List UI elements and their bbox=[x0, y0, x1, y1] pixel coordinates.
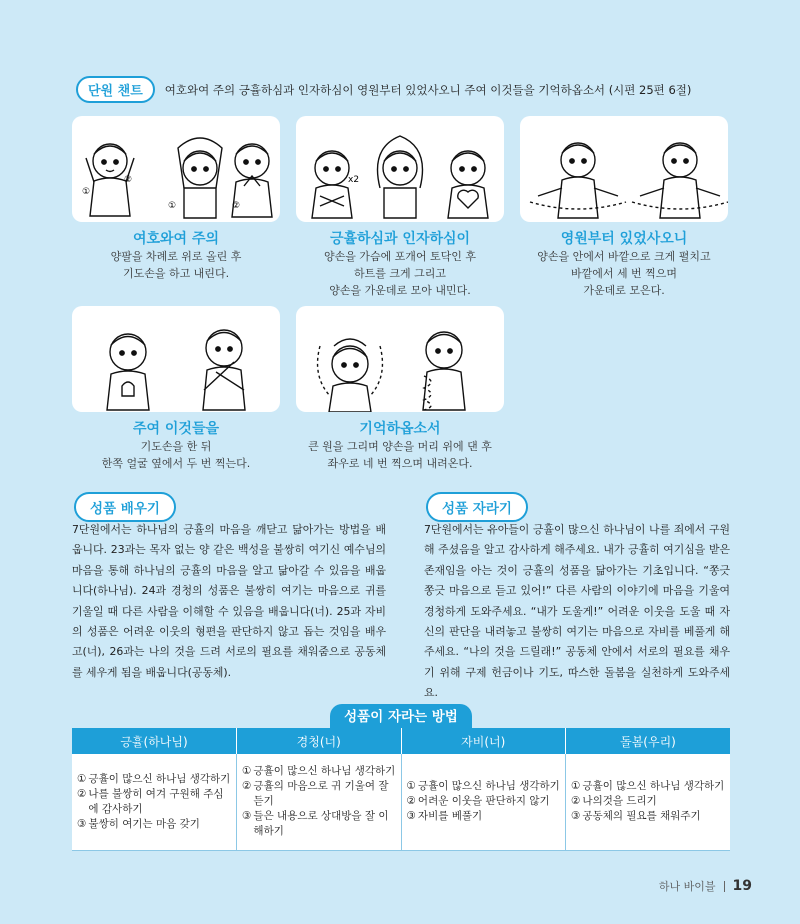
item-text: 긍휼이 많으신 하나님 생각하기 bbox=[417, 780, 560, 793]
grow-section-label: 성품 자라기 bbox=[426, 492, 528, 522]
gesture-image-4 bbox=[72, 306, 280, 412]
item-number: ③ bbox=[571, 810, 581, 823]
item-number: ② bbox=[77, 787, 87, 800]
gesture-line: 한쪽 얼굴 옆에서 두 번 찍는다. bbox=[101, 457, 251, 470]
gesture-line: 양손을 안에서 바깥으로 크게 펼치고 bbox=[537, 250, 711, 263]
item-text: 긍휼이 많으신 하나님 생각하기 bbox=[582, 780, 725, 793]
step-mark-1b: ① bbox=[168, 201, 177, 211]
method-cell-care bbox=[566, 754, 731, 850]
gesture-image-5 bbox=[296, 306, 504, 412]
step-mark-2: ② bbox=[124, 175, 133, 185]
method-item bbox=[571, 779, 725, 794]
gesture-caption-5 bbox=[296, 420, 504, 472]
item-text: 공동체의 필요를 채워주기 bbox=[582, 810, 701, 823]
item-text: 나의것을 드리기 bbox=[582, 795, 657, 808]
method-header-row bbox=[72, 728, 730, 754]
grow-paragraph: 7단원에서는 유아들이 긍휼이 많으신 하나님이 나를 죄에서 구원해 주셨음을 알고 감사하게 해주세요. 내가 긍휼히 여기심을 받은 존재임을 아는 것이 긍휼의 성품을 닮아가는 기초입니다. “쫑긋쫑긋 마음으로 듣고 있어!” 다른 사람의 이야기에 마음을 기울여 경청하게 도와주세요. “내가 도울게!” 어려운 이웃을 도울 때 자신의 판단을 내려놓고 불쌍히 여기는 마음으로 자비를 베풀게 해주세요. “나의 것을 드릴래!” 공동체 안에서 서로의 필요를 채우기 위해 구제 헌금이나 기도, 따스한 돌봄을 실천하게 도와주세요. bbox=[424, 523, 730, 700]
method-header-cell: 자비(너) bbox=[401, 728, 566, 754]
method-cell-listening bbox=[237, 754, 402, 850]
method-header-cell: 돌봄(우리) bbox=[566, 728, 731, 754]
gesture-line: 하트를 크게 그리고 bbox=[353, 267, 446, 280]
gesture-title-1: 여호와여 주의 bbox=[132, 231, 220, 247]
chant-row bbox=[76, 76, 691, 103]
gesture-line: 양손을 가슴에 포개어 토닥인 후 bbox=[323, 250, 477, 263]
method-item bbox=[407, 794, 561, 809]
method-item bbox=[407, 779, 561, 794]
method-cell-mercy bbox=[401, 754, 566, 850]
method-cell-compassion bbox=[72, 754, 237, 850]
gesture-line: 양팔을 차례로 위로 올린 후 bbox=[110, 250, 242, 263]
method-item bbox=[571, 809, 725, 824]
gesture-line: 좌우로 네 번 찍으며 내려온다. bbox=[327, 457, 473, 470]
method-item bbox=[571, 794, 725, 809]
item-number: ③ bbox=[406, 810, 416, 823]
item-text: 긍휼이 많으신 하나님 생각하기 bbox=[88, 772, 231, 785]
item-number: ① bbox=[406, 780, 416, 793]
gesture-title-3: 영원부터 있었사오니 bbox=[560, 231, 688, 247]
step-mark-2b: ② bbox=[232, 201, 241, 211]
gesture-illustration-5 bbox=[296, 306, 504, 412]
gesture-image-1 bbox=[72, 116, 280, 222]
method-item bbox=[77, 787, 231, 817]
gesture-illustration-1 bbox=[72, 116, 280, 222]
gesture-line: 큰 원을 그리며 양손을 머리 위에 댄 후 bbox=[308, 440, 492, 453]
method-body-row bbox=[72, 754, 730, 850]
gesture-illustration-3 bbox=[520, 116, 728, 222]
item-number: ① bbox=[571, 780, 581, 793]
gesture-title-2: 긍휼하심과 인자하심이 bbox=[329, 231, 471, 247]
gesture-caption-4 bbox=[72, 420, 280, 472]
gesture-line: 기도손을 한 뒤 bbox=[140, 440, 212, 453]
item-text: 나를 불쌍히 여겨 구원해 주심에 감사하기 bbox=[88, 787, 224, 815]
gesture-illustration-4 bbox=[72, 306, 280, 412]
method-item bbox=[407, 809, 561, 824]
gesture-image-2 bbox=[296, 116, 504, 222]
gesture-caption-2 bbox=[296, 230, 504, 299]
method-item bbox=[77, 817, 231, 832]
page-number: 19 bbox=[732, 878, 752, 894]
method-item bbox=[242, 764, 396, 779]
gesture-line: 양손을 가운데로 모아 내민다. bbox=[329, 284, 471, 297]
step-mark-1: ① bbox=[82, 187, 91, 197]
item-text: 자비를 베풀기 bbox=[417, 810, 483, 823]
item-text: 불쌍히 여기는 마음 갖기 bbox=[88, 817, 200, 830]
item-number: ③ bbox=[242, 810, 252, 823]
gesture-line: 기도손을 하고 내린다. bbox=[122, 267, 230, 280]
method-table bbox=[72, 728, 730, 851]
gesture-line: 바깥에서 세 번 찍으며 bbox=[570, 267, 678, 280]
learn-paragraph: 7단원에서는 하나님의 긍휼의 마음을 깨닫고 닮아가는 방법을 배웁니다. 23과는 목자 없는 양 같은 백성을 불쌍히 여기신 예수님의 마음을 통해 하나님의 긍휼의 마음을 알고 닮아갈 수 있음을 배웁니다(하나님). 24과 경청의 성품은 불쌍히 여기는 마음으로 귀를 기울일 때 다른 사람을 이해할 수 있음을 배웁니다(너). 25과 자비의 성품은 어려운 이웃의 형편을 판단하지 않고 돕는 것임을 배우고(너), 26과는 나의 것을 드려 서로의 필요를 채워줌으로 공동체를 세우게 됨을 배웁니다(공동체). bbox=[72, 523, 386, 679]
item-number: ③ bbox=[77, 817, 87, 830]
footer-divider bbox=[724, 881, 725, 892]
learn-section-label: 성품 배우기 bbox=[74, 492, 176, 522]
page-footer bbox=[659, 878, 752, 894]
method-item bbox=[242, 809, 396, 839]
item-number: ② bbox=[406, 795, 416, 808]
item-number: ① bbox=[242, 765, 252, 778]
method-item bbox=[242, 779, 396, 809]
chant-label: 단원 챈트 bbox=[76, 76, 155, 103]
gesture-illustration-2 bbox=[296, 116, 504, 222]
gesture-title-4: 주여 이것들을 bbox=[132, 421, 220, 437]
book-name: 하나 바이블 bbox=[658, 880, 716, 893]
gesture-line: 가운데로 모은다. bbox=[583, 284, 665, 297]
method-header-cell: 긍휼(하나님) bbox=[72, 728, 237, 754]
item-text: 어려운 이웃을 판단하지 않기 bbox=[417, 795, 550, 808]
item-text: 긍휼의 마음으로 귀 기울여 잘 듣기 bbox=[253, 780, 389, 808]
item-text: 긍휼이 많으신 하나님 생각하기 bbox=[253, 765, 396, 778]
gesture-caption-1 bbox=[72, 230, 280, 282]
item-number: ① bbox=[77, 772, 87, 785]
item-number: ② bbox=[242, 780, 252, 793]
method-item bbox=[77, 772, 231, 787]
gesture-title-5: 기억하옵소서 bbox=[359, 421, 441, 437]
times-two-mark: x2 bbox=[348, 175, 360, 185]
gesture-image-3 bbox=[520, 116, 728, 222]
item-number: ② bbox=[571, 795, 581, 808]
method-title: 성품이 자라는 방법 bbox=[330, 704, 472, 730]
item-text: 들은 내용으로 상대방을 잘 이해하기 bbox=[253, 810, 389, 838]
chant-text: 여호와여 주의 긍휼하심과 인자하심이 영원부터 있었사오니 주여 이것들을 기억하옵소서 (시편 25편 6절) bbox=[164, 82, 692, 97]
method-header-cell: 경청(너) bbox=[237, 728, 402, 754]
gesture-caption-3 bbox=[520, 230, 728, 299]
